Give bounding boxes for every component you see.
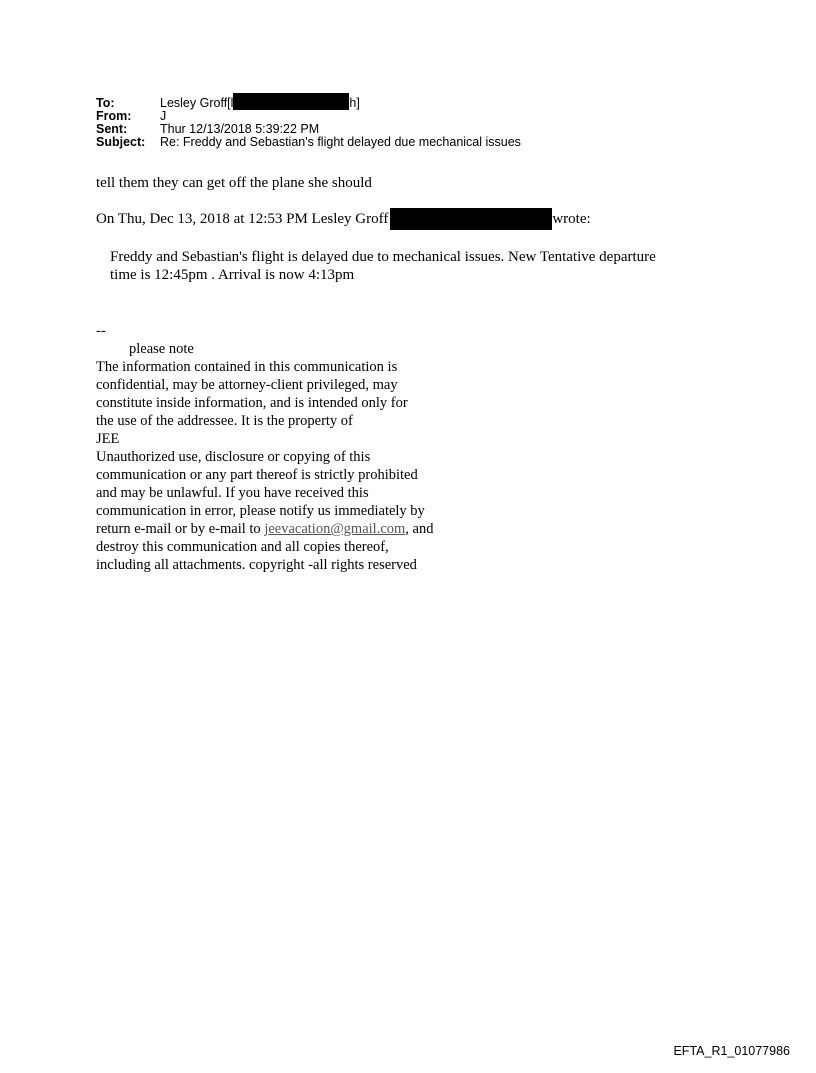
to-suffix: h] xyxy=(349,96,360,110)
disclaimer-line: destroy this communication and all copies thereof, xyxy=(96,539,389,555)
sent-value: Thur 12/13/2018 5:39:22 PM xyxy=(160,122,320,137)
quote-intro xyxy=(96,210,591,230)
email-line-prefix: return e-mail or by e-mail to xyxy=(96,521,265,537)
disclaimer-line: constitute inside information, and is intended only for xyxy=(96,395,408,411)
disclaimer-line: and may be unlawful. If you have received this xyxy=(96,485,369,501)
from-label: From: xyxy=(96,109,132,124)
to-label: To: xyxy=(96,96,115,110)
email-line-suffix: , and xyxy=(405,521,434,537)
disclaimer-line-email xyxy=(96,520,433,538)
signature-dashes: -- xyxy=(96,323,106,339)
disclaimer-line: Unauthorized use, disclosure or copying of this xyxy=(96,449,371,465)
disclaimer-line: JEE xyxy=(96,431,120,447)
signature-block xyxy=(96,322,433,574)
disclaimer-line: including all attachments. copyright -all rights reserved xyxy=(96,557,417,573)
subject-row xyxy=(96,136,521,149)
subject-value: Re: Freddy and Sebastian's flight delayed due mechanical issues xyxy=(160,135,521,150)
reply-text: tell them they can get off the plane she should xyxy=(96,175,372,191)
sent-label: Sent: xyxy=(96,122,128,137)
redaction-block xyxy=(233,93,349,110)
disclaimer-line: communication or any part thereof is strictly prohibited xyxy=(96,467,418,483)
subject-label: Subject: xyxy=(96,135,146,150)
quoted-message xyxy=(110,248,656,284)
redaction-block xyxy=(390,208,552,230)
disclaimer-line: the use of the addressee. It is the property of xyxy=(96,413,353,429)
quoted-line: time is 12:45pm . Arrival is now 4:13pm xyxy=(110,267,355,283)
quote-intro-text: On Thu, Dec 13, 2018 at 12:53 PM Lesley Groff xyxy=(96,211,389,227)
from-value: J xyxy=(160,109,167,124)
quoted-line: Freddy and Sebastian's flight is delayed due to mechanical issues. New Tentative departure xyxy=(110,249,656,265)
disclaimer-line: The information contained in this communication is xyxy=(96,359,398,375)
please-note: please note xyxy=(129,341,194,357)
email-link[interactable]: jeevacation@gmail.com xyxy=(264,521,406,537)
quote-intro-end: wrote: xyxy=(552,211,591,227)
email-header xyxy=(96,97,521,149)
disclaimer-line: confidential, may be attorney-client privileged, may xyxy=(96,377,398,393)
to-value xyxy=(160,97,360,110)
disclaimer-line: communication in error, please notify us immediately by xyxy=(96,503,425,519)
to-recipient: Lesley Groff[l xyxy=(160,96,234,110)
document-id: EFTA_R1_01077986 xyxy=(673,1044,790,1058)
